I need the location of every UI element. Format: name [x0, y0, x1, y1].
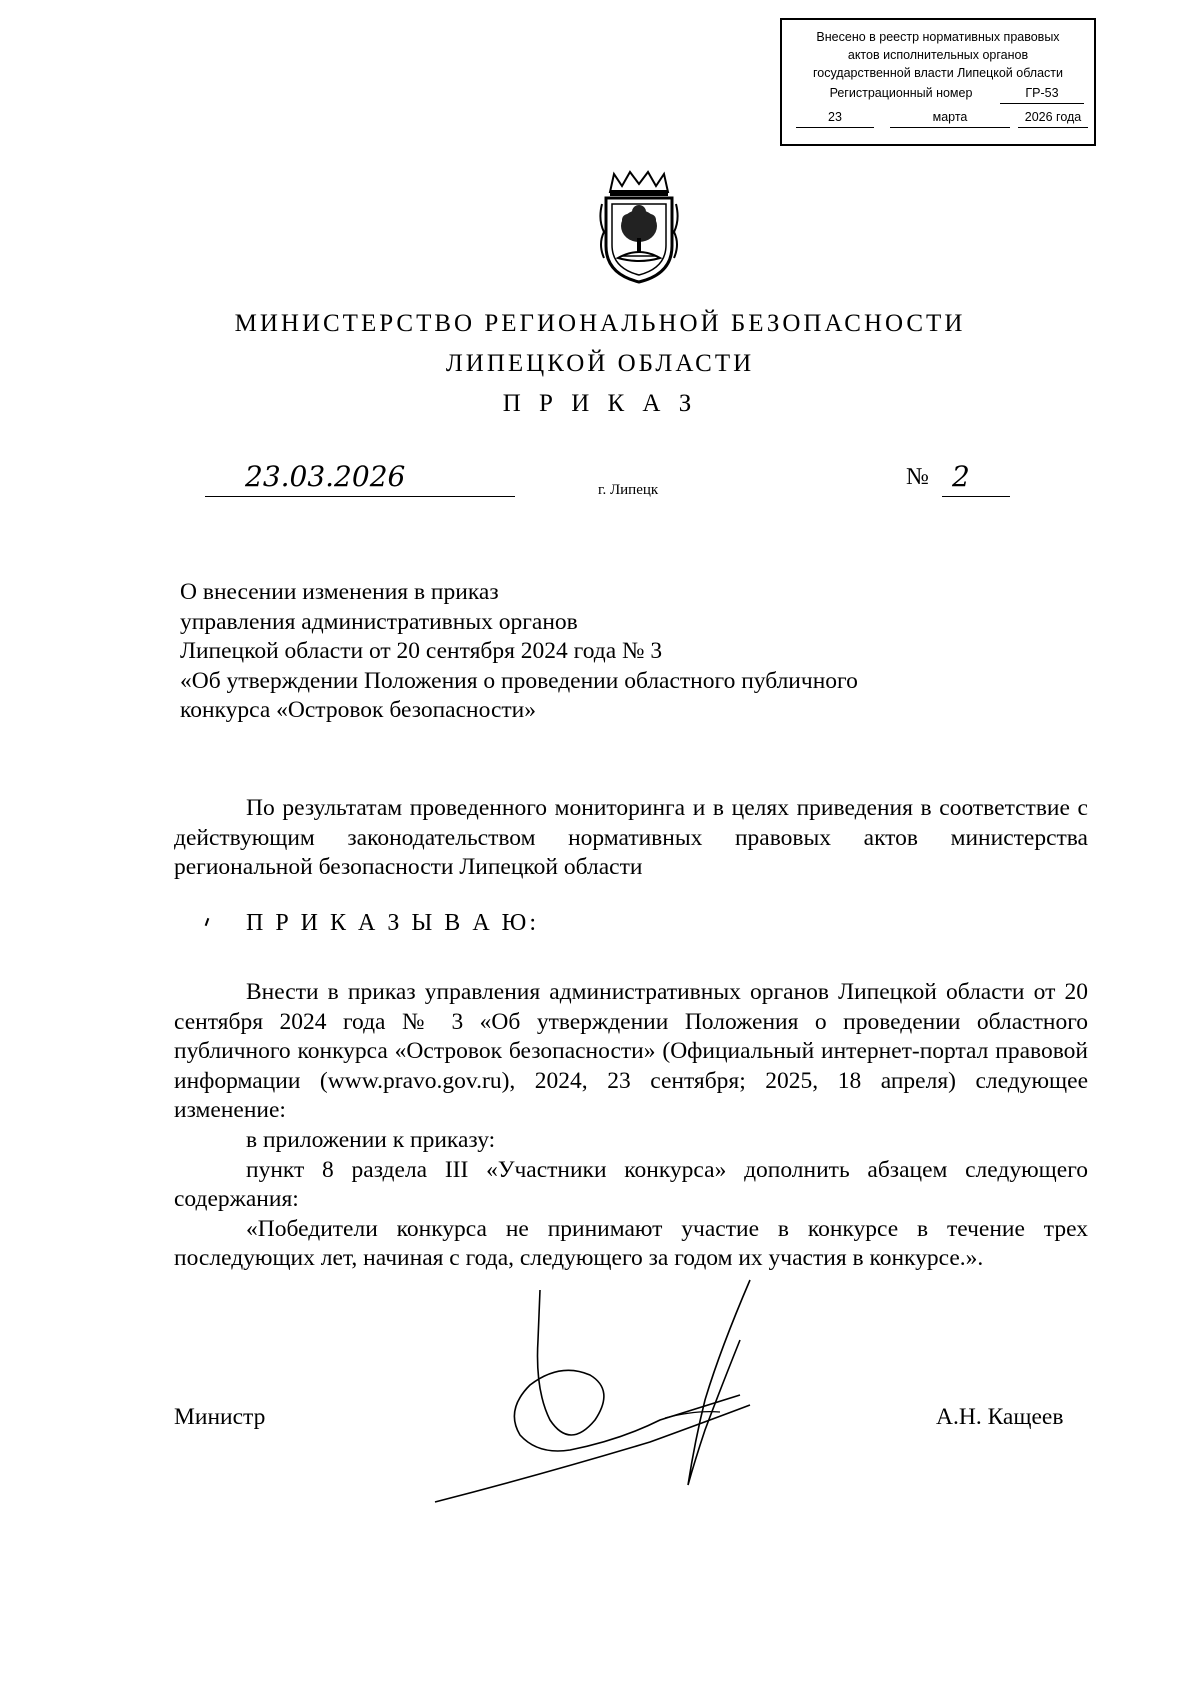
- number-field: [942, 460, 1010, 497]
- order-body: [174, 978, 1088, 1274]
- stamp-date-row: [782, 108, 1094, 128]
- handwritten-date: 23.03.2026: [245, 460, 406, 493]
- document-type: П Р И К А З: [502, 390, 698, 417]
- title-line-1: О внесении изменения в приказ: [180, 579, 499, 605]
- paragraph-point-8: пункт 8 раздела III «Участники конкурса» дополнить абзацем следующего содержания:: [174, 1156, 1088, 1213]
- city-label: г. Липецк: [598, 482, 659, 498]
- order-title: [180, 578, 980, 726]
- registry-stamp: [780, 18, 1096, 146]
- stamp-line-1: Внесено в реестр нормативных правовых: [816, 30, 1060, 44]
- ministry-name: МИНИСТЕРСТВО РЕГИОНАЛЬНОЙ БЕЗОПАСНОСТИ: [234, 310, 966, 337]
- paragraph-new-text: «Победители конкурса не принимают участие в конкурсе в течение трех последующих лет, начиная с года, следующего за годом их участия в конкурсе.».: [174, 1215, 1088, 1272]
- stamp-line-3: государственной власти Липецкой области: [812, 66, 1064, 80]
- signer-position: Министр: [174, 1404, 266, 1430]
- number-label: №: [906, 464, 929, 490]
- stamp-reg-label: Регистрационный номер: [829, 86, 973, 100]
- preamble: По результатам проведенного мониторинга и в целях приведения в соответствие с действующим законодательством нормативных правовых актов министерства региональной безопасности Липецкой области: [174, 795, 1088, 881]
- ministry-region: ЛИПЕЦКОЙ ОБЛАСТИ: [445, 350, 755, 377]
- handwritten-number: 2: [952, 460, 970, 493]
- title-line-4: «Об утверждении Положения о проведении областного публичного: [180, 667, 858, 694]
- coat-of-arms-emblem: [596, 170, 682, 286]
- title-line-2: управления административных органов: [180, 608, 578, 635]
- handwritten-signature: [420, 1270, 780, 1510]
- title-line-5: конкурса «Островок безопасности»: [180, 697, 536, 724]
- paragraph-amendment: Внести в приказ управления административных органов Липецкой области от 20 сентября 2024 года № 3 «Об утверждении Положения о проведении областного публичного конкурса «Островок безопасности» (Официальный интернет-портал правовой информации (www.pravo.gov.ru), 2024, 23 сентября; 2025, 18 апреля) следующее изменение:: [174, 979, 1088, 1124]
- paragraph-appendix: в приложении к приказу:: [246, 1126, 496, 1153]
- stray-mark: [205, 918, 210, 926]
- signer-name: А.Н. Кащеев: [936, 1404, 1064, 1430]
- stamp-line-2: актов исполнительных органов: [847, 48, 1029, 62]
- date-field: [205, 460, 515, 497]
- title-line-3: Липецкой области от 20 сентября 2024 года № 3: [180, 638, 663, 665]
- stamp-reg-number: ГР-53: [1000, 84, 1084, 104]
- stamp-year: 2026 года: [1018, 108, 1088, 128]
- stamp-month: марта: [890, 108, 1010, 128]
- stamp-day: 23: [796, 108, 874, 128]
- order-word: П Р И К А З Ы В А Ю:: [246, 910, 539, 936]
- stamp-reg-row: [782, 84, 1094, 104]
